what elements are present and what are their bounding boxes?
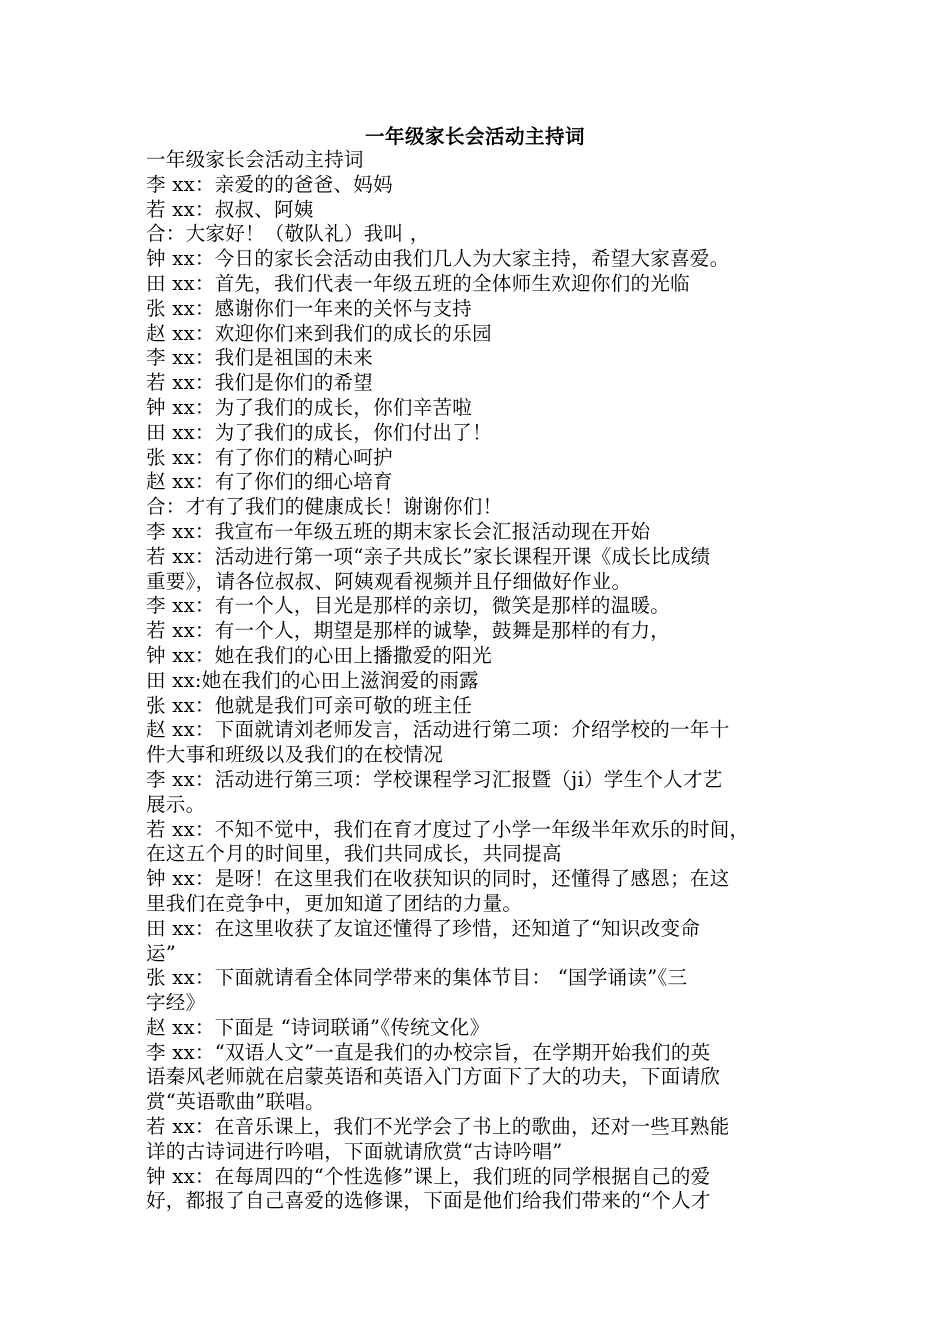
text-line: 李 xx：有一个人，目光是那样的亲切，微笑是那样的温暖。: [146, 594, 671, 618]
text-line: 里我们在竞争中，更加知道了团结的力量。: [146, 891, 523, 915]
text-line: 李 xx：亲爱的的爸爸、妈妈: [146, 172, 393, 196]
text-line: 若 xx：活动进行第一项“亲子共成长”家长课程开课《成长比成绩: [146, 544, 711, 568]
text-line: 赵 xx：下面是 “诗词联诵”《传统文化》: [146, 1015, 490, 1039]
text-line: 一年级家长会活动主持词: [146, 148, 364, 171]
text-line: 合：才有了我们的健康成长！谢谢你们！: [146, 495, 503, 519]
text-line: 李 xx：我宣布一年级五班的期末家长会汇报活动现在开始: [146, 519, 651, 543]
text-line: 赵 xx：有了你们的细心培育: [146, 470, 393, 494]
text-line: 田 xx：为了我们的成长，你们付出了！: [146, 420, 492, 444]
text-line: 字经》: [146, 991, 206, 1015]
text-line: 若 xx：在音乐课上，我们不光学会了书上的歌曲，还对一些耳熟能: [146, 1115, 730, 1139]
text-line: 好，都报了自己喜爱的选修课，下面是他们给我们带来的“个人才: [146, 1189, 711, 1213]
document-body: [146, 148, 811, 1214]
text-line: 赵 xx：下面就请刘老师发言，活动进行第二项：介绍学校的一年十: [146, 718, 730, 742]
text-line: 钟 xx：今日的家长会活动由我们几人为大家主持，希望大家喜爱。: [146, 247, 730, 271]
text-line: 田 xx:她在我们的心田上滋润爱的雨露: [146, 668, 479, 692]
text-line: 赏“英语歌曲”联唱。: [146, 1090, 325, 1114]
text-line: 合：大家好！（敬队礼）我叫 ，: [146, 222, 430, 246]
text-line: 钟 xx：她在我们的心田上播撒爱的阳光: [146, 643, 492, 667]
text-line: 重要》，请各位叔叔、阿姨观看视频并且仔细做好作业。: [146, 569, 632, 593]
text-line: 展示。: [146, 792, 206, 816]
text-line: 李 xx：我们是祖国的未来: [146, 346, 374, 370]
text-line: 若 xx：不知不觉中，我们在育才度过了小学一年级半年欢乐的时间，: [146, 817, 750, 841]
text-line: 钟 xx：为了我们的成长，你们辛苦啦: [146, 395, 473, 419]
text-line: 若 xx：叔叔、阿姨: [146, 197, 314, 221]
text-line: 张 xx：有了你们的精心呵护: [146, 445, 393, 469]
text-line: 详的古诗词进行吟唱，下面就请欣赏“古诗吟唱”: [146, 1139, 563, 1163]
text-line: 钟 xx：是呀！在这里我们在收获知识的同时，还懂得了感恩；在这: [146, 867, 730, 891]
text-line: 钟 xx：在每周四的“个性选修”课上，我们班的同学根据自己的爱: [146, 1164, 711, 1188]
text-line: 赵 xx：欢迎你们来到我们的成长的乐园: [146, 321, 492, 345]
text-line: 运”: [146, 941, 177, 965]
text-line: 若 xx：我们是你们的希望: [146, 371, 374, 395]
text-line: 李 xx：“双语人文”一直是我们的办校宗旨，在学期开始我们的英: [146, 1040, 711, 1064]
text-line: 若 xx：有一个人，期望是那样的诚挚，鼓舞是那样的有力，: [146, 619, 671, 643]
text-line: 田 xx：在这里收获了友谊还懂得了珍惜，还知道了“知识改变命: [146, 916, 701, 940]
text-line: 件大事和班级以及我们的在校情况: [146, 743, 444, 767]
text-line: 语秦风老师就在启蒙英语和英语入门方面下了大的功夫，下面请欣: [146, 1065, 721, 1089]
text-line: 李 xx：活动进行第三项：学校课程学习汇报暨（ji）学生个人才艺: [146, 767, 723, 791]
text-line: 张 xx：感谢你们一年来的关怀与支持: [146, 296, 473, 320]
text-line: 张 xx：他就是我们可亲可敬的班主任: [146, 693, 473, 717]
text-line: 田 xx：首先，我们代表一年级五班的全体师生欢迎你们的光临: [146, 271, 690, 295]
text-line: 张 xx：下面就请看全体同学带来的集体节目： “国学诵读”《三: [146, 966, 688, 990]
text-line: 在这五个月的时间里，我们共同成长，共同提高: [146, 842, 562, 866]
document-title: 一年级家长会活动主持词: [364, 125, 585, 148]
